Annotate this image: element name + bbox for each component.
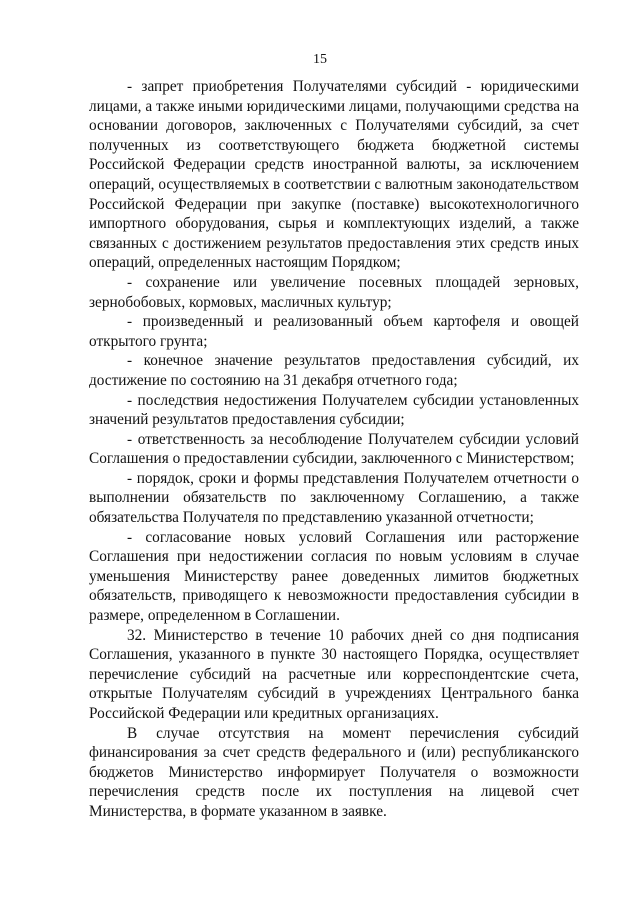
paragraph-sown-areas: - сохранение или увеличение посевных площадей зерновых, зернобобовых, кормовых, масличных культур; [89,273,579,311]
paragraph-consequences: - последствия недостижения Получателем субсидии установленных значений результатов предоставления субсидии; [89,391,579,429]
paragraph-item-32: 32. Министерство в течение 10 рабочих дней со дня подписания Соглашения, указанного в пункте 30 настоящего Порядка, осуществляет перечисление субсидий на расчетные или корреспондентские счета, открытые Получателям субсидий в учреждениях Центрального банка Российской Федерации или кредитных организациях. [89,626,579,722]
paragraph-financing-absence: В случае отсутствия на момент перечисления субсидий финансирования за счет средств федерального и (или) республиканского бюджетов Министерство информирует Получателя о возможности перечисления средств после их поступления на лицевой счет Министерства, в формате указанном в заявке. [89,724,579,820]
paragraph-final-results: - конечное значение результатов предоставления субсидий, их достижение по состоянию на 31 декабря отчетного года; [89,352,579,389]
paragraph-reporting: - порядок, сроки и формы представления Получателем отчетности о выполнении обязательств по заключенному Соглашению, а также обязательства Получателя по представлению указанной отчетности; [89,469,579,527]
page-number: 15 [313,52,327,67]
paragraph-potato-vegetables: - произведенный и реализованный объем картофеля и овощей открытого грунта; [89,313,579,350]
paragraph-currency-restriction: - запрет приобретения Получателями субсидий - юридическими лицами, а также иными юридическими лицами, получающими средства на основании договоров, заключенных с Получателями субсидий, за счет полученных из соответствующего бюджета бюджетной системы Российской Федерации средств иностранной валюты, за исключением операций, осуществляемых в соответствии с валютным законодательством Российской Федерации при закупке (поставке) высокотехнологичного импортного оборудования, сырья и комплектующих изделий, а также связанных с достижением результатов предоставления этих средств иных операций, определенных настоящим Порядком; [89,78,579,272]
paragraph-new-conditions: - согласование новых условий Соглашения или расторжение Соглашения при недостижении согласия по новым условиям в случае уменьшения Министерству ранее доведенных лимитов бюджетных обязательств, приводящего к невозможности предоставления субсидии в размере, определенном в Соглашении. [89,528,579,625]
document-body [89,77,579,822]
paragraph-responsibility: - ответственность за несоблюдение Получателем субсидии условий Соглашения о предоставлении субсидии, заключенного с Министерством; [89,430,579,468]
